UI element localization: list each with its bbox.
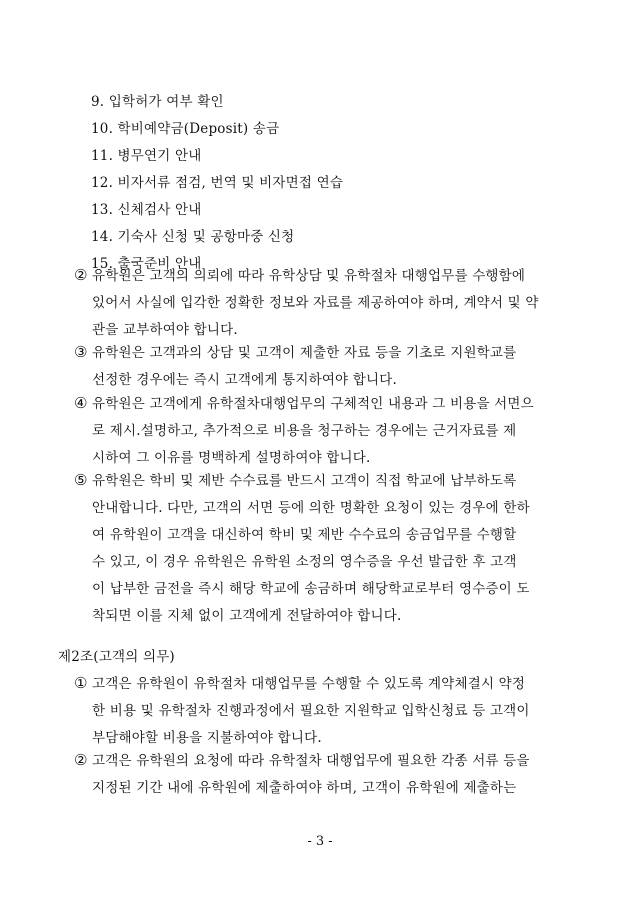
list-item: 15. 출국준비 안내 xyxy=(91,256,202,272)
clause-line: 여 유학원이 고객을 대신하여 학비 및 제반 수수료의 송금업무를 수행할 xyxy=(92,527,517,543)
clause-line: 수 있고, 이 경우 유학원은 유학원 소정의 영수증을 우선 발급한 후 고객 xyxy=(92,554,517,570)
clause-marker: ④ xyxy=(74,394,88,412)
clause-line: 유학원은 고객의 의뢰에 따라 유학상담 및 유학절차 대행업무를 수행함에 xyxy=(92,268,526,284)
clause-line: 있어서 사실에 입각한 정확한 정보와 자료를 제공하여야 하며, 계약서 및 약 xyxy=(92,295,539,311)
list-item: 13. 신체검사 안내 xyxy=(91,202,202,218)
clause-line: 고객은 유학원이 유학절차 대행업무를 수행할 수 있도록 계약체결시 약정 xyxy=(92,676,526,692)
clause-line: 시하여 그 이유를 명백하게 설명하여야 합니다. xyxy=(92,450,371,466)
list-item: 10. 학비예약금(Deposit) 송금 xyxy=(91,121,280,137)
clause-marker: ⑤ xyxy=(74,471,88,489)
clause-line: 지정된 기간 내에 유학원에 제출하여야 하며, 고객이 유학원에 제출하는 xyxy=(92,780,517,796)
list-item: 11. 병무연기 안내 xyxy=(91,148,202,164)
clause-marker: ② xyxy=(74,266,88,284)
clause-line: 안내합니다. 다만, 고객의 서면 등에 의한 명확한 요청이 있는 경우에 한하 xyxy=(92,500,530,516)
clause-line: 유학원은 학비 및 제반 수수료를 반드시 고객이 직접 학교에 납부하도록 xyxy=(92,473,517,489)
list-item: 14. 기숙사 신청 및 공항마중 신청 xyxy=(91,229,295,245)
clause-line: 고객은 유학원의 요청에 따라 유학절차 대행업무에 필요한 각종 서류 등을 xyxy=(92,753,530,769)
section-heading: 제2조(고객의 의무) xyxy=(58,649,175,665)
clause-marker: ① xyxy=(74,674,88,692)
clause-marker: ② xyxy=(74,751,88,769)
clause-line: 유학원은 고객과의 상담 및 고객이 제출한 자료 등을 기초로 지원학교를 xyxy=(92,345,517,361)
clause-line: 유학원은 고객에게 유학절차대행업무의 구체적인 내용과 그 비용을 서면으 xyxy=(92,396,534,412)
page-number: - 3 - xyxy=(307,834,333,849)
list-item: 12. 비자서류 점검, 번역 및 비자면접 연습 xyxy=(91,175,344,191)
clause-line: 한 비용 및 유학절차 진행과정에서 필요한 지원학교 입학신청료 등 고객이 xyxy=(92,703,530,719)
clause-line: 로 제시.설명하고, 추가적으로 비용을 청구하는 경우에는 근거자료를 제 xyxy=(92,423,517,439)
clause-line: 착되면 이를 지체 없이 고객에게 전달하여야 합니다. xyxy=(92,608,402,624)
clause-line: 선정한 경우에는 즉시 고객에게 통지하여야 합니다. xyxy=(92,372,398,388)
clause-line: 이 납부한 금전을 즉시 해당 학교에 송금하며 해당학교로부터 영수증이 도 xyxy=(92,581,530,597)
clause-line: 관을 교부하여야 합니다. xyxy=(92,322,238,338)
clause-line: 부담해야할 비용을 지불하여야 합니다. xyxy=(92,730,322,746)
list-item: 9. 입학허가 여부 확인 xyxy=(91,94,224,110)
clause-marker: ③ xyxy=(74,343,88,361)
